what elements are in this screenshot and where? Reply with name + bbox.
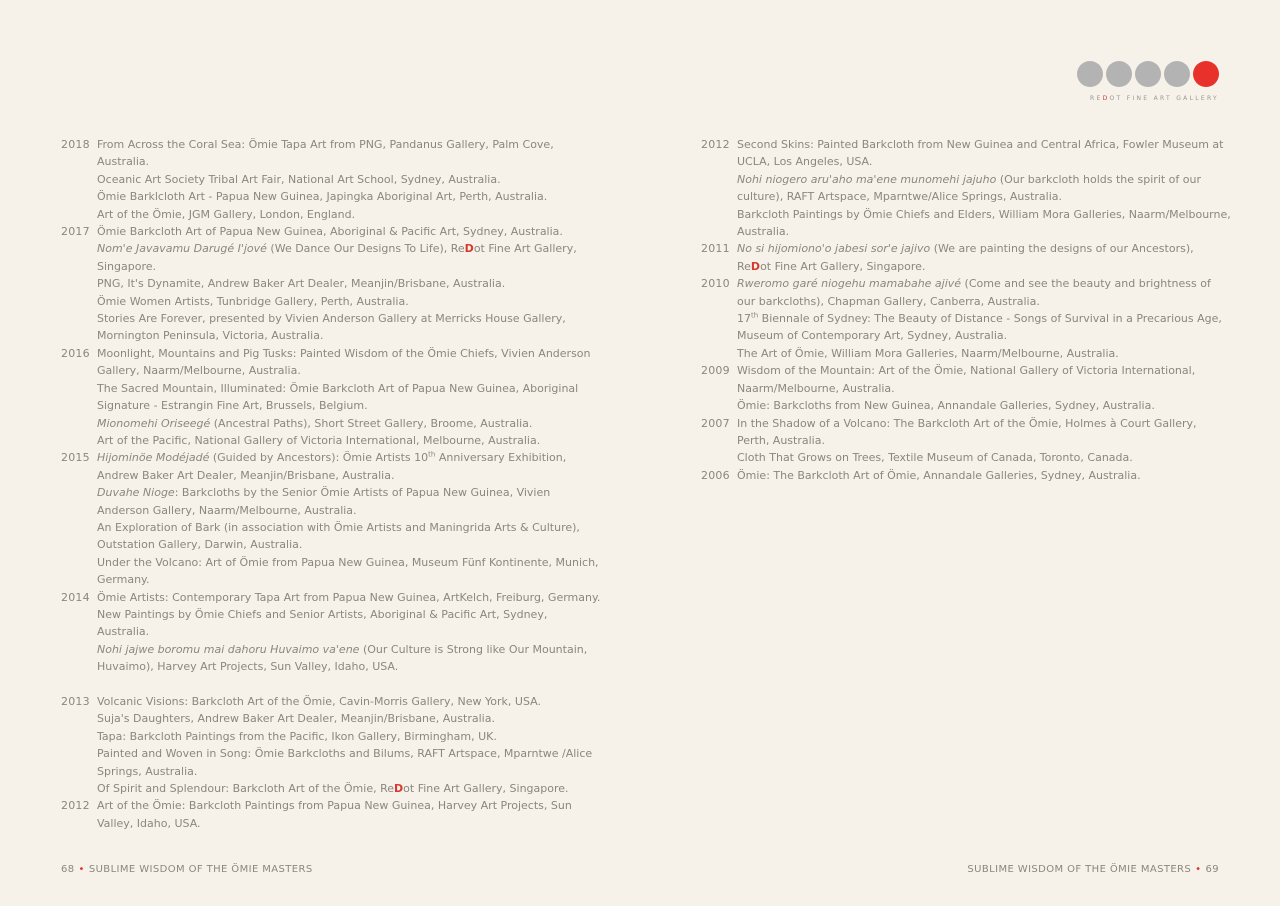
year-label: 2016: [61, 346, 90, 360]
logo-dot: [1106, 61, 1132, 87]
year-label: 2011: [701, 242, 730, 256]
entry-text: Ömie Artists: Contemporary Tapa Art from Papua New Guinea, ArtKelch, Freiburg, Germany.: [97, 590, 601, 604]
entry-text: Anniversary Exhibition, Andrew Baker Art Dealer, Meanjin/Brisbane, Australia.: [97, 451, 567, 482]
exhibition-list: [737, 240, 1231, 275]
exhibition-entry: [737, 397, 1231, 414]
year-block: [701, 467, 1231, 484]
entry-text: Art of the Ömie, JGM Gallery, London, England.: [97, 207, 356, 221]
exhibition-entry: [737, 449, 1231, 466]
footer-right: [967, 864, 1219, 875]
entry-text: Painted and Woven in Song: Ömie Barkcloths and Bilums, RAFT Artspace, Mparntwe /Alice Springs, Australia.: [97, 747, 593, 778]
exhibition-entry: [737, 310, 1231, 345]
year-block: [61, 797, 601, 832]
entry-text: In the Shadow of a Volcano: The Barkcloth Art of the Ömie, Holmes à Court Gallery, Perth, Australia.: [737, 416, 1197, 447]
exhibition-entry: [97, 780, 601, 797]
exhibition-entry: [97, 641, 601, 676]
entry-text: Barkcloth Paintings by Ömie Chiefs and Elders, William Mora Galleries, Naarm/Melbourne, Australia.: [737, 207, 1231, 239]
footer-bullet: •: [78, 864, 85, 875]
exhibition-entry: [97, 275, 601, 292]
year-label: 2009: [701, 364, 730, 378]
entry-text: Tapa: Barkcloth Paintings from the Pacific, Ikon Gallery, Birmingham, UK.: [97, 729, 497, 743]
entry-text: Cloth That Grows on Trees, Textile Museum of Canada, Toronto, Canada.: [737, 451, 1133, 465]
entry-text: Ömie Barklcloth Art - Papua New Guinea, Japingka Aboriginal Art, Perth, Australia.: [97, 190, 548, 204]
exhibition-list: [97, 797, 601, 832]
year-label: 2013: [61, 694, 90, 708]
exhibition-entry: [737, 415, 1231, 450]
exhibition-title-italic: Nom'e Javavamu Darugé I'jové: [97, 242, 267, 256]
running-title: SUBLIME WISDOM OF THE ÖMIE MASTERS: [88, 864, 313, 875]
exhibition-list: [97, 223, 601, 345]
exhibition-entry: [97, 519, 601, 554]
exhibition-entry: [737, 467, 1231, 484]
exhibition-entry: [97, 589, 601, 606]
exhibition-entry: [97, 345, 601, 380]
exhibition-entry: [97, 432, 601, 449]
logo-dots: [1077, 61, 1219, 87]
logo-dot-red: [1193, 61, 1219, 87]
year-block: [701, 240, 1231, 275]
year-block: [61, 345, 601, 449]
entry-text: Suja's Daughters, Andrew Baker Art Dealer, Meanjin/Brisbane, Australia.: [97, 712, 495, 726]
exhibition-list: [97, 345, 601, 449]
exhibition-entry: [97, 293, 601, 310]
exhibition-list: [97, 589, 601, 676]
entry-text: (We are painting the designs of our Ancestors), Re: [737, 242, 1194, 273]
entry-text: Ömie: The Barkcloth Art of Ömie, Annandale Galleries, Sydney, Australia.: [737, 468, 1141, 482]
exhibition-entry: [97, 554, 601, 589]
redot-d: D: [750, 259, 761, 273]
entry-text: PNG, It's Dynamite, Andrew Baker Art Dealer, Meanjin/Brisbane, Australia.: [97, 277, 506, 291]
entry-text: (Come and see the beauty and brightness of our barkcloths), Chapman Gallery, Canberra, Australia.: [737, 277, 1211, 308]
entry-text: Ömie: Barkcloths from New Guinea, Annandale Galleries, Sydney, Australia.: [737, 399, 1155, 413]
exhibition-entry: [737, 345, 1231, 362]
logo-dot: [1135, 61, 1161, 87]
exhibition-title-italic: Mionomehi Oriseegé: [97, 416, 211, 430]
year-label: 2015: [61, 451, 90, 465]
entry-text: ot Fine Art Gallery, Singapore.: [760, 259, 926, 273]
year-block: [61, 223, 601, 345]
year-label: 2017: [61, 225, 90, 239]
entry-text: An Exploration of Bark (in association with Ömie Artists and Maningrida Arts & Culture), Outstation Gallery, Darwin, Australia.: [97, 520, 580, 552]
entry-text: Biennale of Sydney: The Beauty of Distance - Songs of Survival in a Precarious Age, Museum of Contemporary Art, Sydney, Australia.: [737, 312, 1222, 343]
year-block: [701, 362, 1231, 414]
entry-text: Volcanic Visions: Barkcloth Art of the Ömie, Cavin-Morris Gallery, New York, USA.: [97, 694, 541, 708]
exhibitions-right-column: [701, 136, 1231, 484]
exhibition-entry: [97, 223, 601, 240]
entry-text: th: [428, 450, 436, 459]
entry-text: Of Spirit and Splendour: Barkcloth Art of the Ömie, Re: [97, 782, 395, 796]
year-label: 2014: [61, 590, 90, 604]
entry-text: From Across the Coral Sea: Ömie Tapa Art from PNG, Pandanus Gallery, Palm Cove, Australia.: [97, 138, 554, 169]
exhibition-title-italic: Rweromo garé niogehu mamabahe ajivé: [737, 277, 962, 291]
exhibition-entry: [737, 206, 1231, 241]
logo-wordmark: REDOT FINE ART GALLERY: [1090, 95, 1219, 102]
footer-left: [61, 864, 313, 875]
exhibition-entry: [97, 449, 601, 484]
exhibition-entry: [737, 362, 1231, 397]
logo-dot: [1164, 61, 1190, 87]
page-number: 68: [61, 864, 75, 875]
exhibition-entry: [97, 171, 601, 188]
year-block: [701, 136, 1231, 240]
entry-text: Art of the Pacific, National Gallery of Victoria International, Melbourne, Australia.: [97, 433, 541, 447]
entry-text: Oceanic Art Society Tribal Art Fair, National Art School, Sydney, Australia.: [97, 172, 501, 186]
entry-text: (Ancestral Paths), Short Street Gallery, Broome, Australia.: [210, 416, 533, 430]
redot-d: D: [464, 242, 474, 256]
entry-text: New Paintings by Ömie Chiefs and Senior Artists, Aboriginal & Pacific Art, Sydney, Australia.: [97, 607, 548, 639]
entry-text: The Art of Ömie, William Mora Galleries, Naarm/Melbourne, Australia.: [737, 346, 1119, 360]
exhibition-list: [97, 693, 601, 797]
entry-text: Ömie Barkcloth Art of Papua New Guinea, Aboriginal & Pacific Art, Sydney, Australia.: [97, 225, 563, 239]
exhibition-list: [737, 136, 1231, 240]
exhibition-list: [97, 449, 601, 588]
exhibition-title-italic: Nohi jajwe boromu mai dahoru Huvaimo va'ene: [97, 642, 360, 656]
running-title: SUBLIME WISDOM OF THE ÖMIE MASTERS: [967, 864, 1192, 875]
exhibition-entry: [97, 710, 601, 727]
entry-text: Ömie Women Artists, Tunbridge Gallery, Perth, Australia.: [97, 294, 409, 308]
exhibition-entry: [97, 745, 601, 780]
entry-text: Second Skins: Painted Barkcloth from New Guinea and Central Africa, Fowler Museum at UCLA, Los Angeles, USA.: [737, 138, 1224, 169]
entry-text: th: [751, 311, 759, 320]
exhibition-title-italic: No si hijomiono'o jabesi sor'e jajivo: [737, 242, 931, 256]
footer-bullet: •: [1195, 864, 1202, 875]
entry-text: (Our Culture is Strong like Our Mountain, Huvaimo), Harvey Art Projects, Sun Valley, Idaho, USA.: [97, 642, 588, 674]
entry-text: Stories Are Forever, presented by Vivien Anderson Gallery at Merricks House Gallery, Mornington Peninsula, Victoria, Australia.: [97, 312, 566, 343]
entry-text: Art of the Ömie: Barkcloth Paintings from Papua New Guinea, Harvey Art Projects, Sun Valley, Idaho, USA.: [97, 799, 572, 830]
exhibition-entry: [97, 693, 601, 710]
exhibition-title-italic: Hijominöe Modéjadé: [97, 451, 210, 465]
exhibition-entry: [97, 797, 601, 832]
exhibition-list: [737, 415, 1231, 467]
year-label: 2012: [701, 138, 730, 151]
year-label: 2010: [701, 277, 730, 291]
year-block: [61, 449, 601, 588]
exhibition-list: [737, 362, 1231, 414]
year-label: 2007: [701, 416, 730, 430]
exhibition-entry: [97, 380, 601, 415]
redot-d: D: [394, 782, 404, 796]
year-block: [61, 136, 601, 223]
exhibition-entry: [737, 240, 1231, 275]
entry-text: Under the Volcano: Art of Ömie from Papua New Guinea, Museum Fünf Kontinente, Munich, Germany.: [97, 555, 599, 587]
exhibition-entry: [97, 136, 601, 171]
exhibition-list: [737, 275, 1231, 362]
exhibition-entry: [737, 275, 1231, 310]
logo-dot: [1077, 61, 1103, 87]
exhibition-title-italic: Duvahe Nioge: [97, 486, 175, 500]
entry-text: Moonlight, Mountains and Pig Tusks: Painted Wisdom of the Ömie Chiefs, Vivien Anderson Gallery, Naarm/Melbourne, Australia.: [97, 346, 591, 378]
year-block: [61, 589, 601, 676]
exhibition-entry: [97, 206, 601, 223]
year-label: 2018: [61, 138, 90, 151]
exhibition-entry: [97, 484, 601, 519]
exhibition-entry: [737, 136, 1231, 171]
entry-text: The Sacred Mountain, Illuminated: Ömie Barkcloth Art of Papua New Guinea, Aboriginal Signature - Estrangin Fine Art, Brussels, Belgium.: [97, 381, 579, 413]
exhibition-entry: [97, 728, 601, 745]
year-block: [701, 415, 1231, 467]
exhibition-entry: [97, 188, 601, 205]
year-label: 2006: [701, 468, 730, 482]
exhibition-list: [737, 467, 1231, 484]
entry-text: ot Fine Art Gallery, Singapore.: [97, 242, 577, 273]
exhibition-list: [97, 136, 601, 223]
year-block: [61, 693, 601, 797]
exhibition-title-italic: Nohi niogero aru'aho ma'ene munomehi jajuho: [737, 172, 997, 186]
exhibition-entry: [97, 310, 601, 345]
year-block: [701, 275, 1231, 362]
page-number: 69: [1205, 864, 1219, 875]
exhibition-entry: [97, 240, 601, 275]
entry-text: (Guided by Ancestors): Ömie Artists 10: [209, 451, 429, 465]
entry-text: 17: [737, 312, 751, 326]
exhibition-entry: [97, 606, 601, 641]
exhibition-entry: [97, 415, 601, 432]
entry-text: ot Fine Art Gallery, Singapore.: [403, 782, 569, 796]
gallery-logo: [1077, 61, 1219, 102]
entry-text: Wisdom of the Mountain: Art of the Ömie, National Gallery of Victoria International, Naarm/Melbourne, Australia.: [737, 364, 1196, 395]
exhibitions-left-column: [61, 136, 601, 832]
entry-text: (Our barkcloth holds the spirit of our culture), RAFT Artspace, Mparntwe/Alice Springs, Australia.: [737, 172, 1202, 204]
entry-text: : Barkcloths by the Senior Ömie Artists of Papua New Guinea, Vivien Anderson Gallery, Naarm/Melbourne, Australia.: [97, 486, 551, 517]
entry-text: (We Dance Our Designs To Life), Re: [266, 242, 465, 256]
exhibition-entry: [737, 171, 1231, 206]
year-label: 2012: [61, 799, 90, 813]
